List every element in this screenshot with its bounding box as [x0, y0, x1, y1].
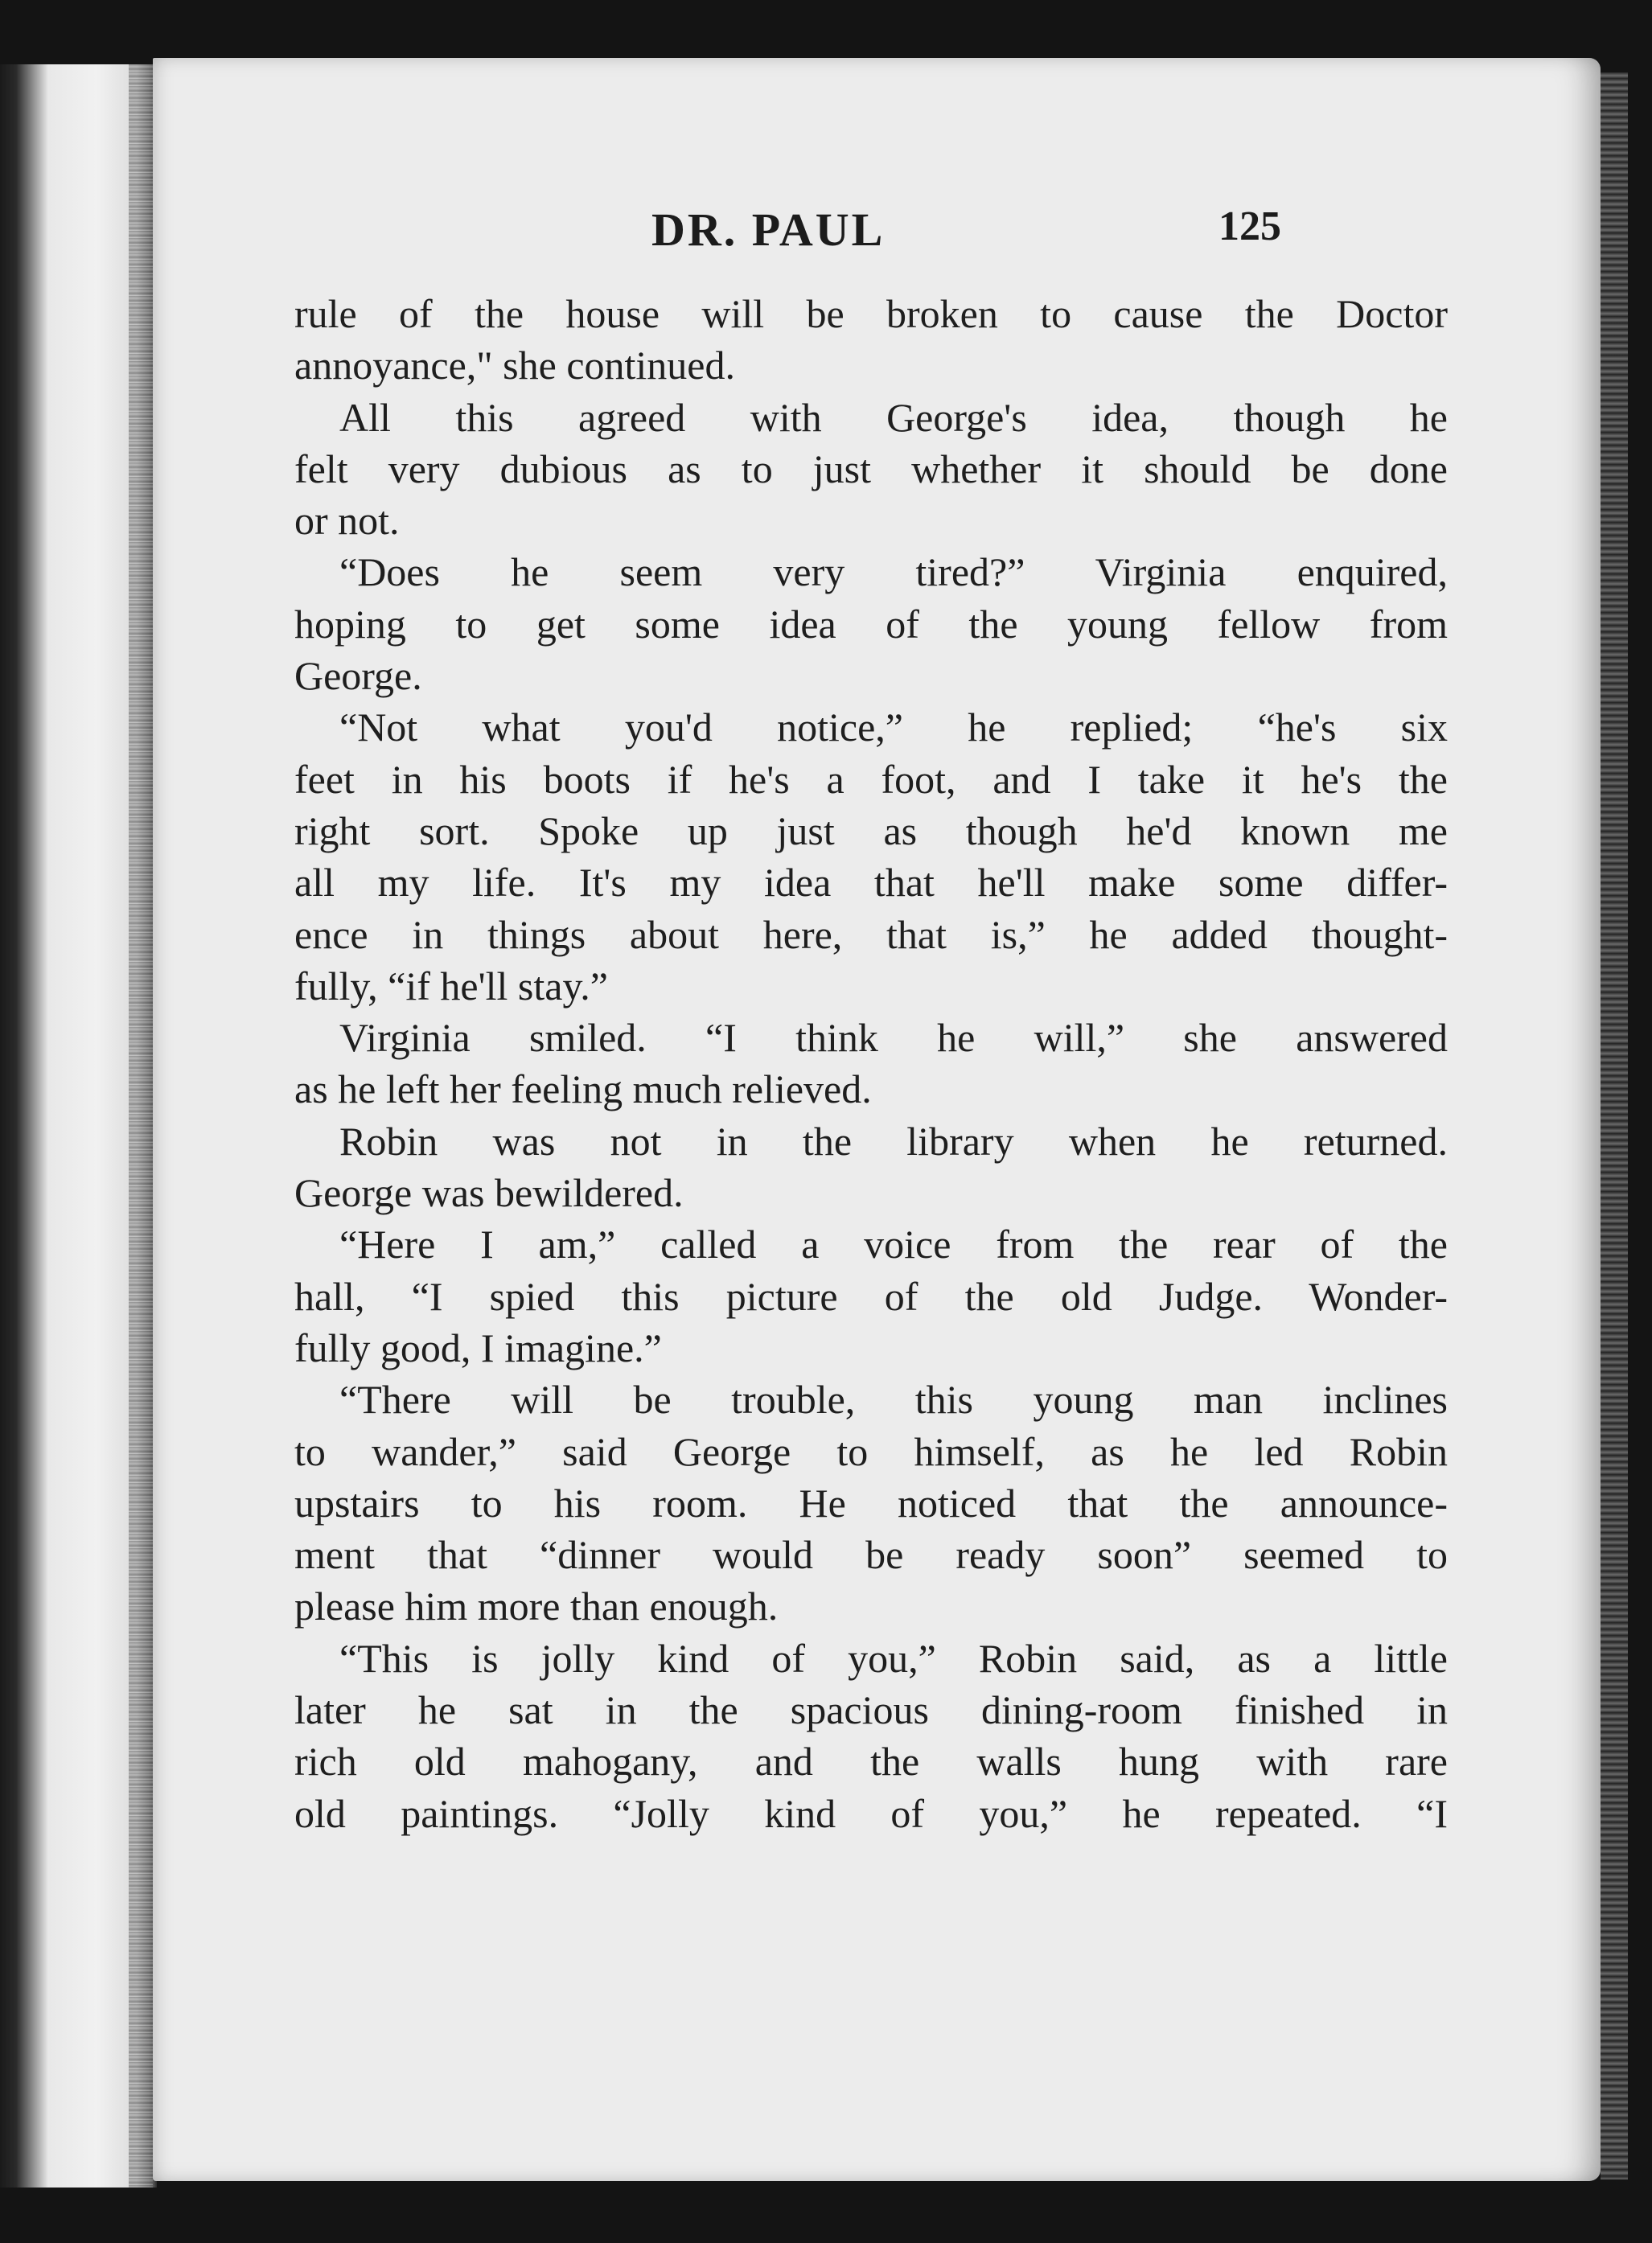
text-line: Robin was not in the library when he returned. — [339, 1118, 1448, 1164]
text-line: ence in things about here, that is,” he added thought- — [294, 911, 1448, 957]
page-header — [153, 203, 1601, 267]
text-line: “Does he seem very tired?” Virginia enquired, — [339, 549, 1448, 595]
text-line: right sort. Spoke up just as though he'd known me — [294, 807, 1448, 853]
text-line: George was bewildered. — [294, 1170, 684, 1216]
book-page — [153, 58, 1601, 2181]
text-line: fully good, I imagine.” — [294, 1325, 662, 1370]
text-line: later he sat in the spacious dining-room finished in — [294, 1687, 1448, 1733]
text-line: ment that “dinner would be ready soon” seemed to — [294, 1532, 1448, 1578]
body-text — [294, 288, 1448, 1839]
text-line: felt very dubious as to just whether it should be done — [294, 446, 1448, 491]
text-line: to wander,” said George to himself, as he led Robin — [294, 1428, 1448, 1474]
text-line: or not. — [294, 498, 400, 544]
text-line: as he left her feeling much relieved. — [294, 1066, 872, 1112]
text-line: fully, “if he'll stay.” — [294, 963, 608, 1009]
text-line: George. — [294, 653, 422, 699]
text-line: upstairs to his room. He noticed that the announce- — [294, 1480, 1448, 1526]
text-line: rule of the house will be broken to cause the Doctor — [294, 291, 1448, 336]
page-number: 125 — [1218, 203, 1281, 249]
page-stack-edge — [1601, 72, 1628, 2179]
text-line: all my life. It's my idea that he'll make some differ- — [294, 860, 1448, 906]
text-line: feet in his boots if he's a foot, and I take it he's the — [294, 756, 1448, 802]
text-line: “There will be trouble, this young man inclines — [339, 1377, 1448, 1423]
text-line: Virginia smiled. “I think he will,” she answered — [339, 1015, 1448, 1061]
text-line: annoyance," she continued. — [294, 343, 735, 388]
text-line: All this agreed with George's idea, though he — [339, 394, 1448, 440]
text-line: please him more than enough. — [294, 1584, 779, 1629]
text-line: old paintings. “Jolly kind of you,” he repeated. “I — [294, 1790, 1448, 1836]
text-line: “Here I am,” called a voice from the rear of the — [339, 1222, 1448, 1267]
text-line: “Not what you'd notice,” he replied; “he's six — [339, 705, 1448, 750]
text-line: hoping to get some idea of the young fellow from — [294, 601, 1448, 647]
book-gutter — [129, 64, 153, 2188]
text-line: rich old mahogany, and the walls hung with rare — [294, 1739, 1448, 1785]
running-title: DR. PAUL — [651, 203, 886, 256]
text-line: “This is jolly kind of you,” Robin said, as a little — [339, 1635, 1448, 1681]
text-line: hall, “I spied this picture of the old Judge. Wonder- — [294, 1273, 1448, 1319]
